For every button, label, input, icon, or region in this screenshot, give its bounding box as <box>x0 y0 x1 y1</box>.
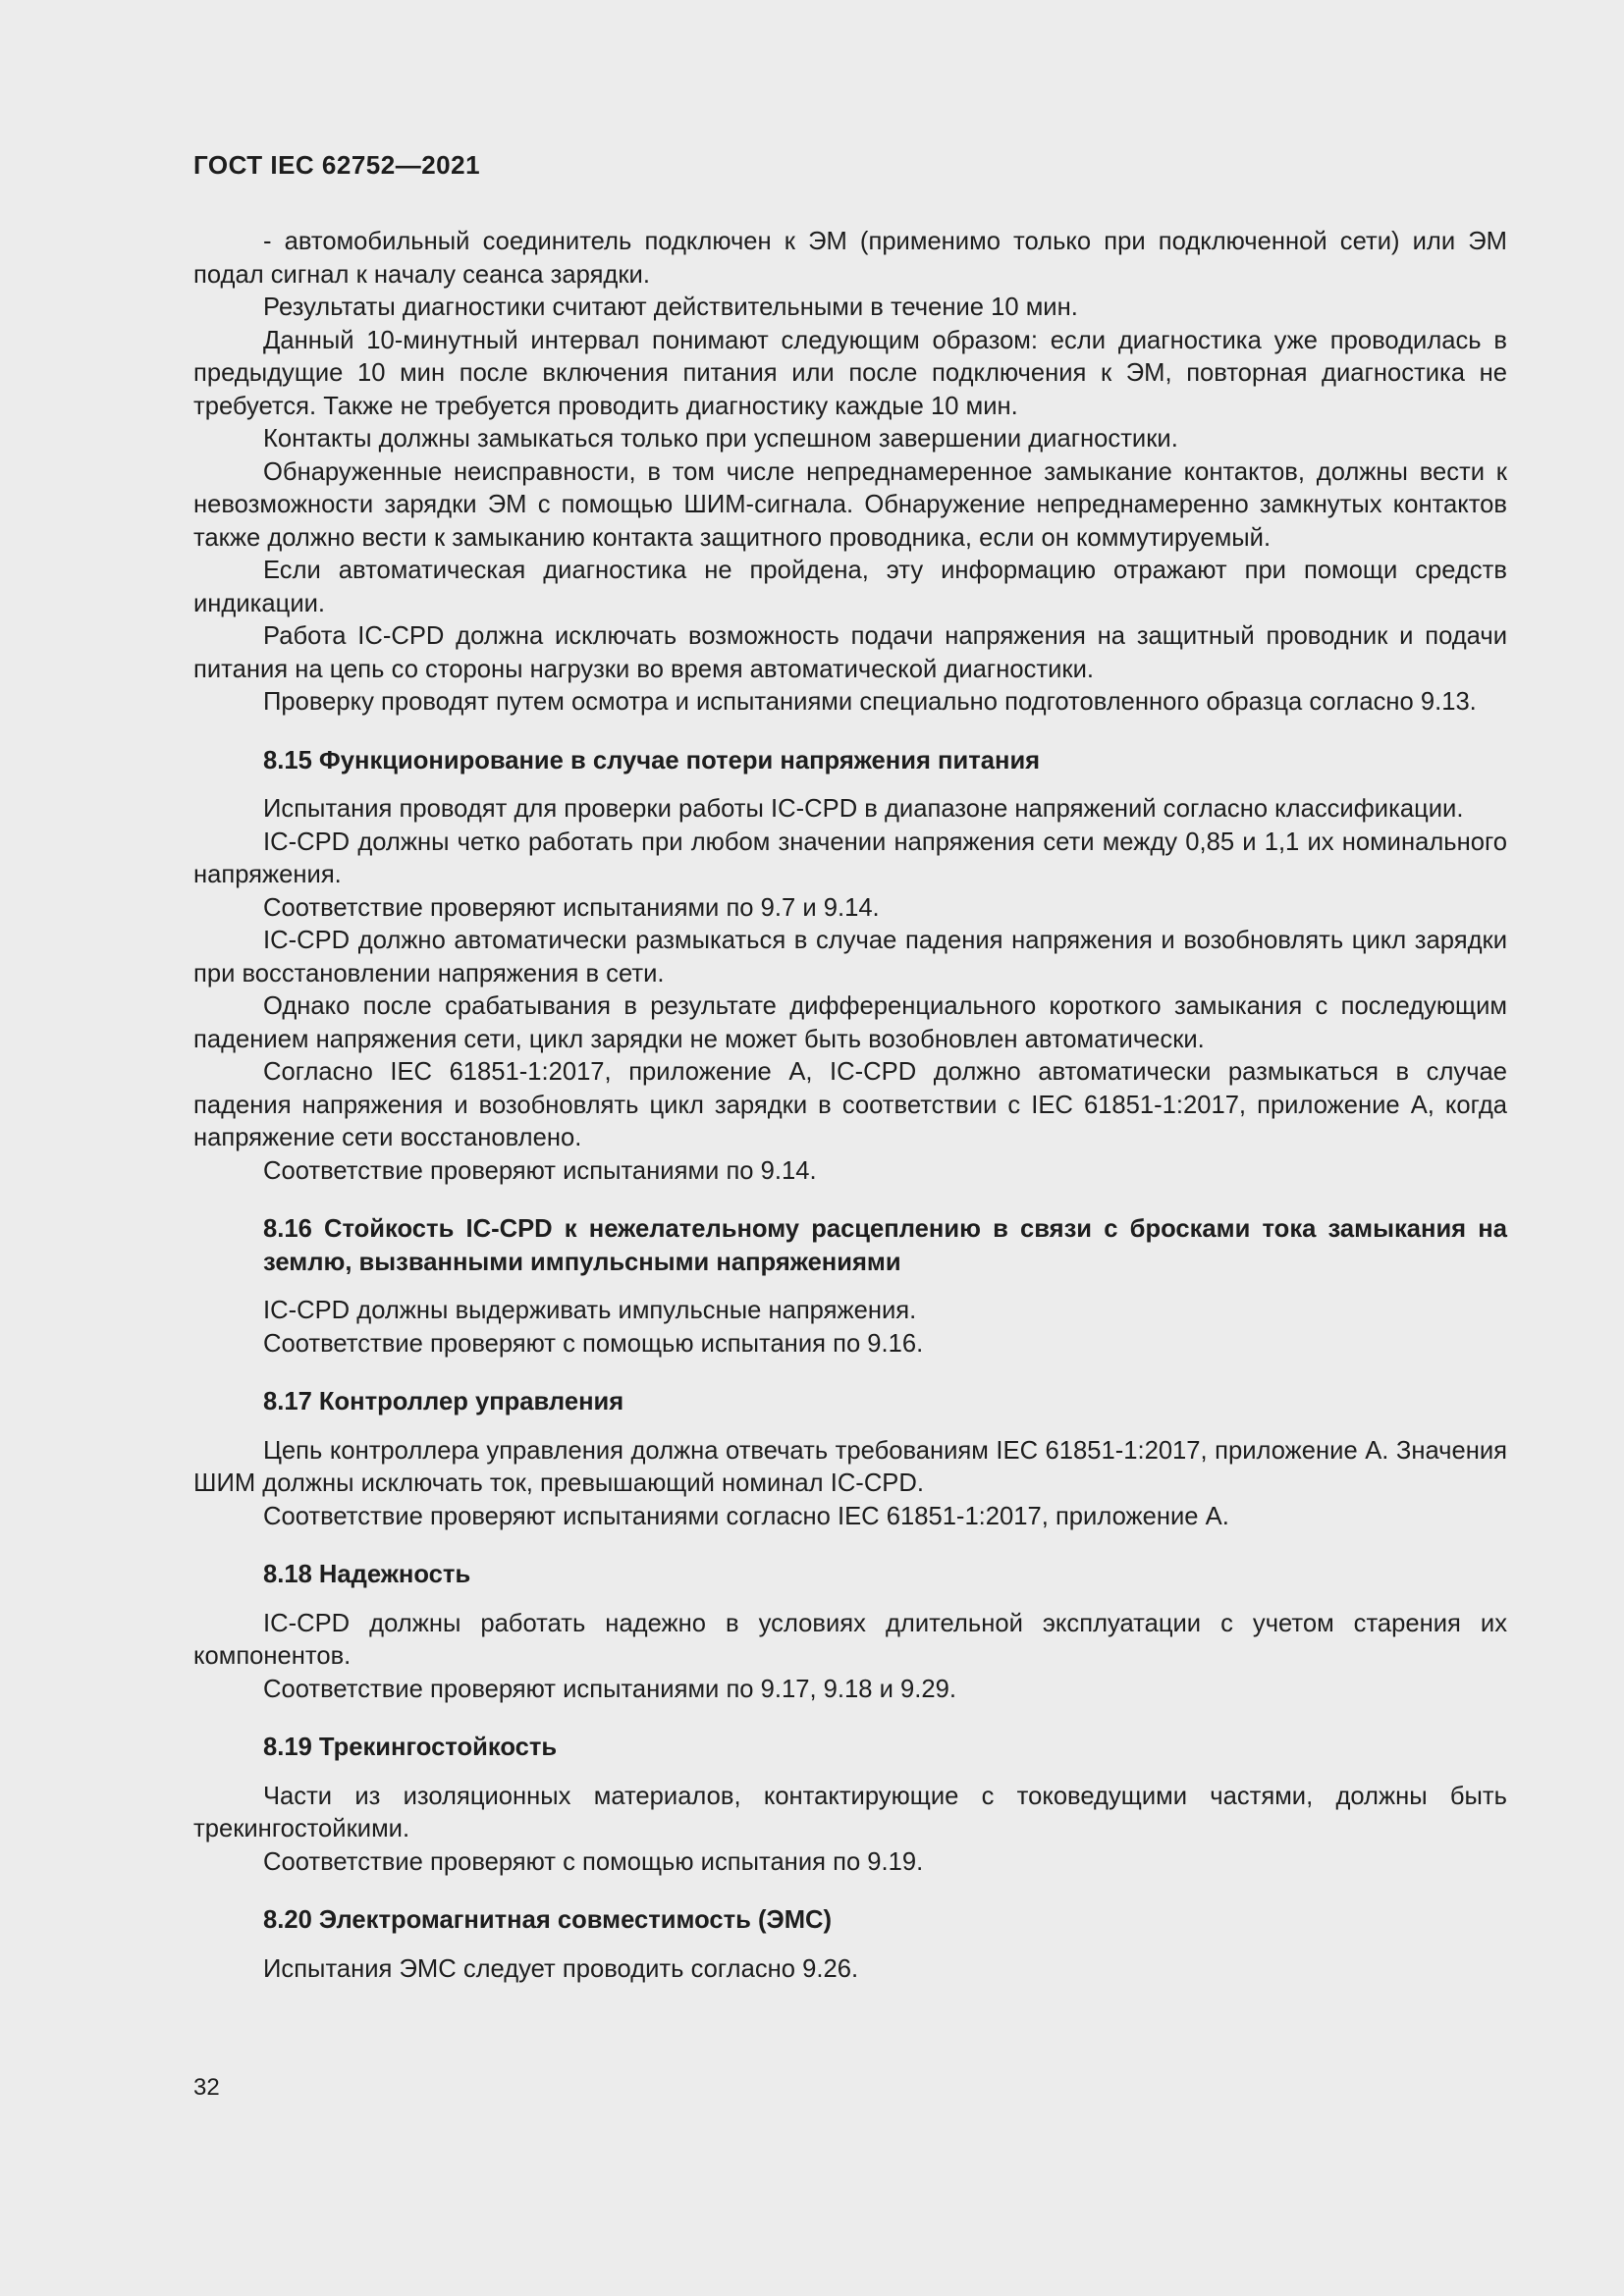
paragraph: Цепь контроллера управления должна отвечать требованиям IEC 61851-1:2017, приложение А. Значения ШИМ должны исключать ток, превышающий номинал IC-CPD. <box>193 1436 1507 1497</box>
paragraph: Данный 10-минутный интервал понимают следующим образом: если диагностика уже проводилась в предыдущие 10 мин после включения питания или после подключения к ЭМ, повторная диагностика не требуется. Также не требуется проводить диагностику каждые 10 мин. <box>193 326 1507 420</box>
paragraph: Если автоматическая диагностика не пройдена, эту информацию отражают при помощи средств индикации. <box>193 557 1507 617</box>
section-heading: 8.20 Электромагнитная совместимость (ЭМС) <box>263 1906 833 1934</box>
document-page <box>193 147 1507 1986</box>
section-heading: 8.16 Стойкость IC-CPD к нежелательному расцеплению в связи с бросками тока замыкания на землю, вызванными импульсными напряжениями <box>263 1215 1507 1276</box>
paragraph: Проверку проводят путем осмотра и испытаниями специально подготовленного образца согласно 9.13. <box>263 688 1477 716</box>
section-heading: 8.18 Надежность <box>263 1561 471 1588</box>
paragraph: Соответствие проверяют испытаниями по 9.14. <box>263 1156 817 1185</box>
paragraph: Соответствие проверяют с помощью испытания по 9.16. <box>263 1329 924 1358</box>
paragraph: Испытания ЭМС следует проводить согласно 9.26. <box>263 1954 859 1983</box>
paragraph: Соответствие проверяют с помощью испытания по 9.19. <box>263 1847 924 1876</box>
document-body <box>193 226 1507 1986</box>
paragraph: IC-CPD должны выдерживать импульсные напряжения. <box>263 1297 917 1324</box>
paragraph: Результаты диагностики считают действительными в течение 10 мин. <box>263 294 1078 321</box>
paragraph: IC-CPD должно автоматически размыкаться в случае падения напряжения и возобновлять цикл зарядки при восстановлении напряжения в сети. <box>193 927 1507 988</box>
section-heading: 8.17 Контроллер управления <box>263 1388 624 1415</box>
paragraph: Работа IC-CPD должна исключать возможность подачи напряжения на защитный проводник и подачи питания на цепь со стороны нагрузки во время автоматической диагностики. <box>193 622 1507 683</box>
paragraph: Согласно IEC 61851-1:2017, приложение А, IC-CPD должно автоматически размыкаться в случае падения напряжения и возобновлять цикл зарядки в соответствии с IEC 61851-1:2017, приложение А, когда напряжение сети восстановлено. <box>193 1058 1507 1151</box>
section-8-16 <box>193 1213 1507 1361</box>
document-header: ГОСТ IEC 62752—2021 <box>193 150 481 180</box>
paragraph: Соответствие проверяют испытаниями по 9.7 и 9.14. <box>263 893 880 922</box>
page-number: 32 <box>193 2074 220 2101</box>
paragraph: Однако после срабатывания в результате дифференциального короткого замыкания с последующим падением напряжения сети, цикл зарядки не может быть возобновлен автоматически. <box>193 992 1507 1053</box>
section-intro <box>193 226 1507 720</box>
paragraph: Контакты должны замыкаться только при успешном завершении диагностики. <box>263 425 1178 453</box>
paragraph: Соответствие проверяют испытаниями по 9.17, 9.18 и 9.29. <box>263 1675 956 1703</box>
paragraph: IC-CPD должны четко работать при любом значении напряжения сети между 0,85 и 1,1 их номинального напряжения. <box>193 828 1507 888</box>
paragraph: Испытания проводят для проверки работы IC-CPD в диапазоне напряжений согласно классификации. <box>263 795 1464 823</box>
section-8-17 <box>193 1386 1507 1533</box>
section-heading: 8.19 Трекингостойкость <box>263 1734 558 1761</box>
paragraph: Части из изоляционных материалов, контактирующие с токоведущими частями, должны быть трекингостойкими. <box>193 1782 1507 1842</box>
section-8-20 <box>193 1904 1507 1986</box>
paragraph: Соответствие проверяют испытаниями согласно IEC 61851-1:2017, приложение А. <box>263 1502 1229 1530</box>
section-8-19 <box>193 1732 1507 1879</box>
section-8-18 <box>193 1559 1507 1706</box>
paragraph: - автомобильный соединитель подключен к ЭМ (применимо только при подключенной сети) или ЭМ подал сигнал к началу сеанса зарядки. <box>193 228 1507 289</box>
paragraph: Обнаруженные неисправности, в том числе непреднамеренное замыкание контактов, должны вести к невозможности зарядки ЭМ с помощью ШИМ-сигнала. Обнаружение непреднамеренно замкнутых контактов также должно вести к замыканию контакта защитного проводника, если он коммутируемый. <box>193 457 1507 552</box>
paragraph: IC-CPD должны работать надежно в условиях длительной эксплуатации с учетом старения их компонентов. <box>193 1609 1507 1670</box>
section-heading: 8.15 Функционирование в случае потери напряжения питания <box>263 746 1041 774</box>
section-8-15 <box>193 745 1507 1189</box>
